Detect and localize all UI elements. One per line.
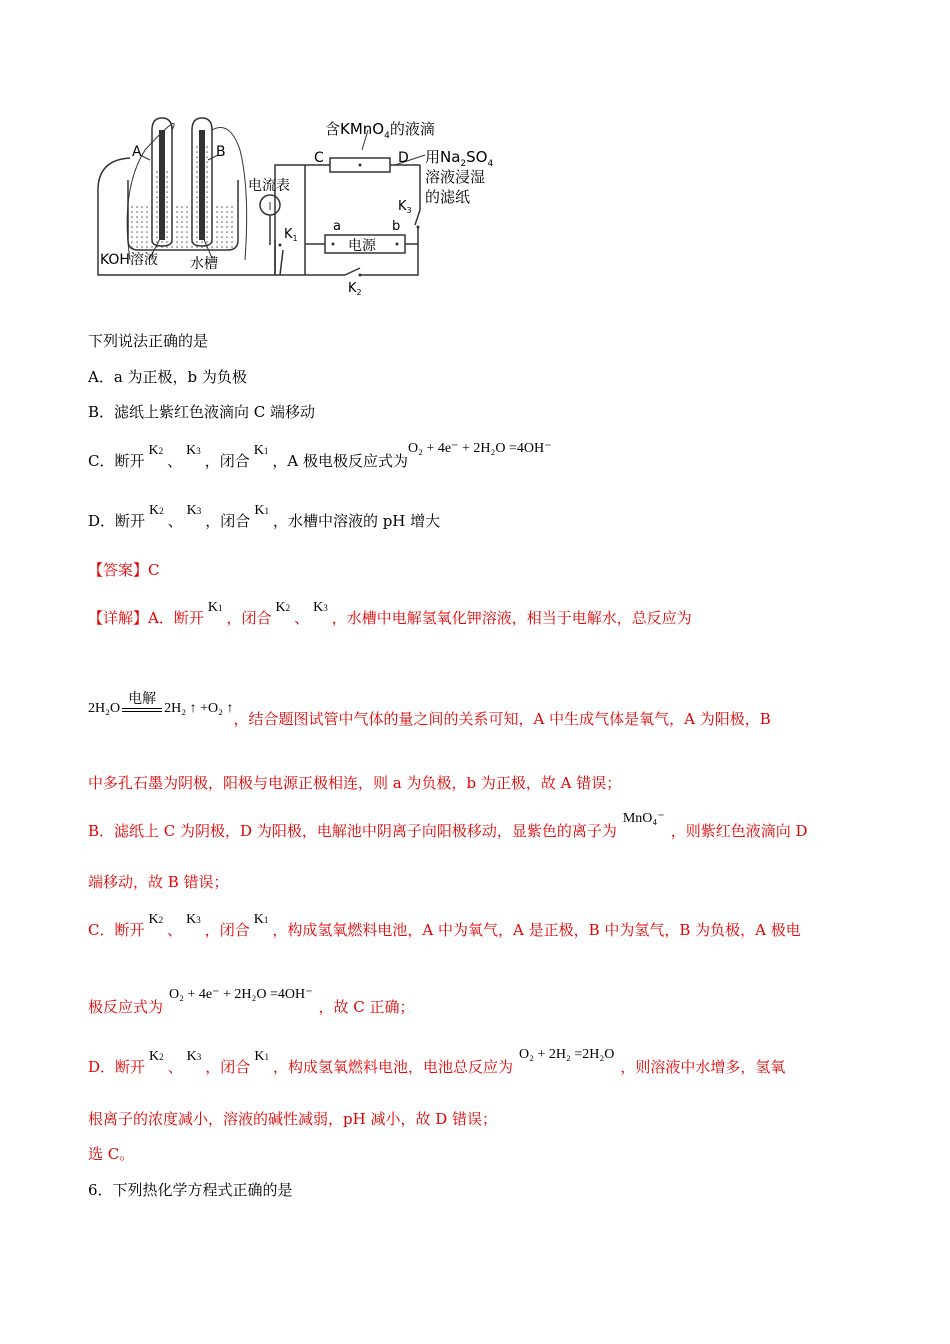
option-d: D．断开K2、K3，闭合K1，水槽中溶液的 pH 增大 [88,503,441,530]
label-na2so4: 用$Na_2SO_4$ [425,148,494,169]
k3-symbol: K3 [186,503,202,518]
label-a-tube: A [132,144,142,160]
equation-o2-reduction: O₂ + 4e⁻ + 2H₂O =4OH⁻ [169,987,313,1002]
equation-fuel-cell: O₂ + 2H₂ =2H₂O [518,1047,615,1062]
label-c-end: C [314,150,324,166]
option-c: C．断开K2、K3，闭合K1，A 极电极反应式为O₂ + 4e⁻ + 2H₂O =4OH⁻ [88,441,552,470]
question-stem: 下列说法正确的是 [88,332,209,350]
equation-water-electrolysis: 2H₂O 电解 2H₂ ↑ +O₂ ↑ [88,691,234,716]
k2-symbol: K2 [149,503,164,518]
k3-symbol: K3 [186,912,201,927]
next-question: 6．下列热化学方程式正确的是 [88,1181,293,1199]
detail-d-line2: 根离子的浓度减小，溶液的碱性减弱，pH 减小，故 D 错误； [88,1110,498,1128]
label-water-tank: 水槽 [190,256,218,272]
label-d-end: D [398,150,409,166]
k1-symbol: K1 [254,503,269,518]
option-b: B．滤纸上紫红色液滴向 C 端移动 [88,403,316,421]
label-ammeter: 电流表 [248,178,290,194]
answer-label: 【答案】C [88,561,160,579]
detail-c-line1: C．断开K2、K3，闭合K1，构成氢氧燃料电池，A 中为氧气，A 是正极，B 中为氢气，B 为负极，A 极电 [88,912,801,939]
k1-symbol: K1 [253,912,269,927]
label-kmno4: 含KMnO$_4$的液滴 [325,120,435,141]
k3-symbol: K3 [186,443,201,458]
k2-symbol: K2 [148,912,164,927]
k1-symbol: K1 [254,1049,269,1064]
k2-symbol: K2 [148,443,164,458]
equation-o2-reduction: O₂ + 4e⁻ + 2H₂O =4OH⁻ [408,441,552,456]
conclusion: 选 C。 [88,1145,135,1163]
k2-symbol: K2 [149,1049,164,1064]
label-filter-paper: 的滤纸 [425,188,471,206]
option-a: A．a 为正极，b 为负极 [88,368,247,386]
label-k3: $K_3$ [398,199,412,215]
detail-a-line2: 2H₂O 电解 2H₂ ↑ +O₂ ↑，结合题图试管中气体的量之间的关系可知，A 中生成气体是氧气，A 为阳极，B [88,691,771,728]
k3-symbol: K3 [313,600,328,615]
detail-d-line1: D．断开K2、K3，闭合K1，构成氢氧燃料电池，电池总反应为O₂ + 2H₂ =2H₂O，则溶液中水增多，氢氧 [88,1047,786,1076]
detail-a-line1: 【详解】A．断开K1，闭合K2、K3，水槽中电解氢氧化钾溶液，相当于电解水，总反应为 [88,600,692,627]
detail-c-line2: 极反应式为O₂ + 4e⁻ + 2H₂O =4OH⁻，故 C 正确； [88,987,415,1016]
mno4-ion: MnO₄⁻ [622,811,665,826]
label-k2: $K_2$ [348,281,362,297]
label-soaked: 溶液浸湿 [425,168,486,186]
detail-a-line3: 中多孔石墨为阴极，阳极与电源正极相连，则 a 为负极，b 为正极，故 A 错误； [88,774,622,792]
label-pole-a: a [333,219,341,234]
electrolysis-apparatus-diagram [90,110,510,305]
label-k1: $K_1$ [284,227,298,243]
label-b-tube: B [216,144,226,160]
label-koh-solution: KOH溶液 [100,252,158,268]
k1-symbol: K1 [207,600,223,615]
label-pole-b: b [392,219,401,234]
label-power-source: 电源 [348,238,376,254]
k3-symbol: K3 [186,1049,202,1064]
detail-b-line2: 端移动，故 B 错误； [88,873,229,891]
k1-symbol: K1 [253,443,269,458]
k2-symbol: K2 [275,600,291,615]
detail-b-line1: B．滤纸上 C 为阴极，D 为阳极，电解池中阴离子向阳极移动，显紫色的离子为MnO₄⁻，则紫红色液滴向 D [88,811,808,840]
